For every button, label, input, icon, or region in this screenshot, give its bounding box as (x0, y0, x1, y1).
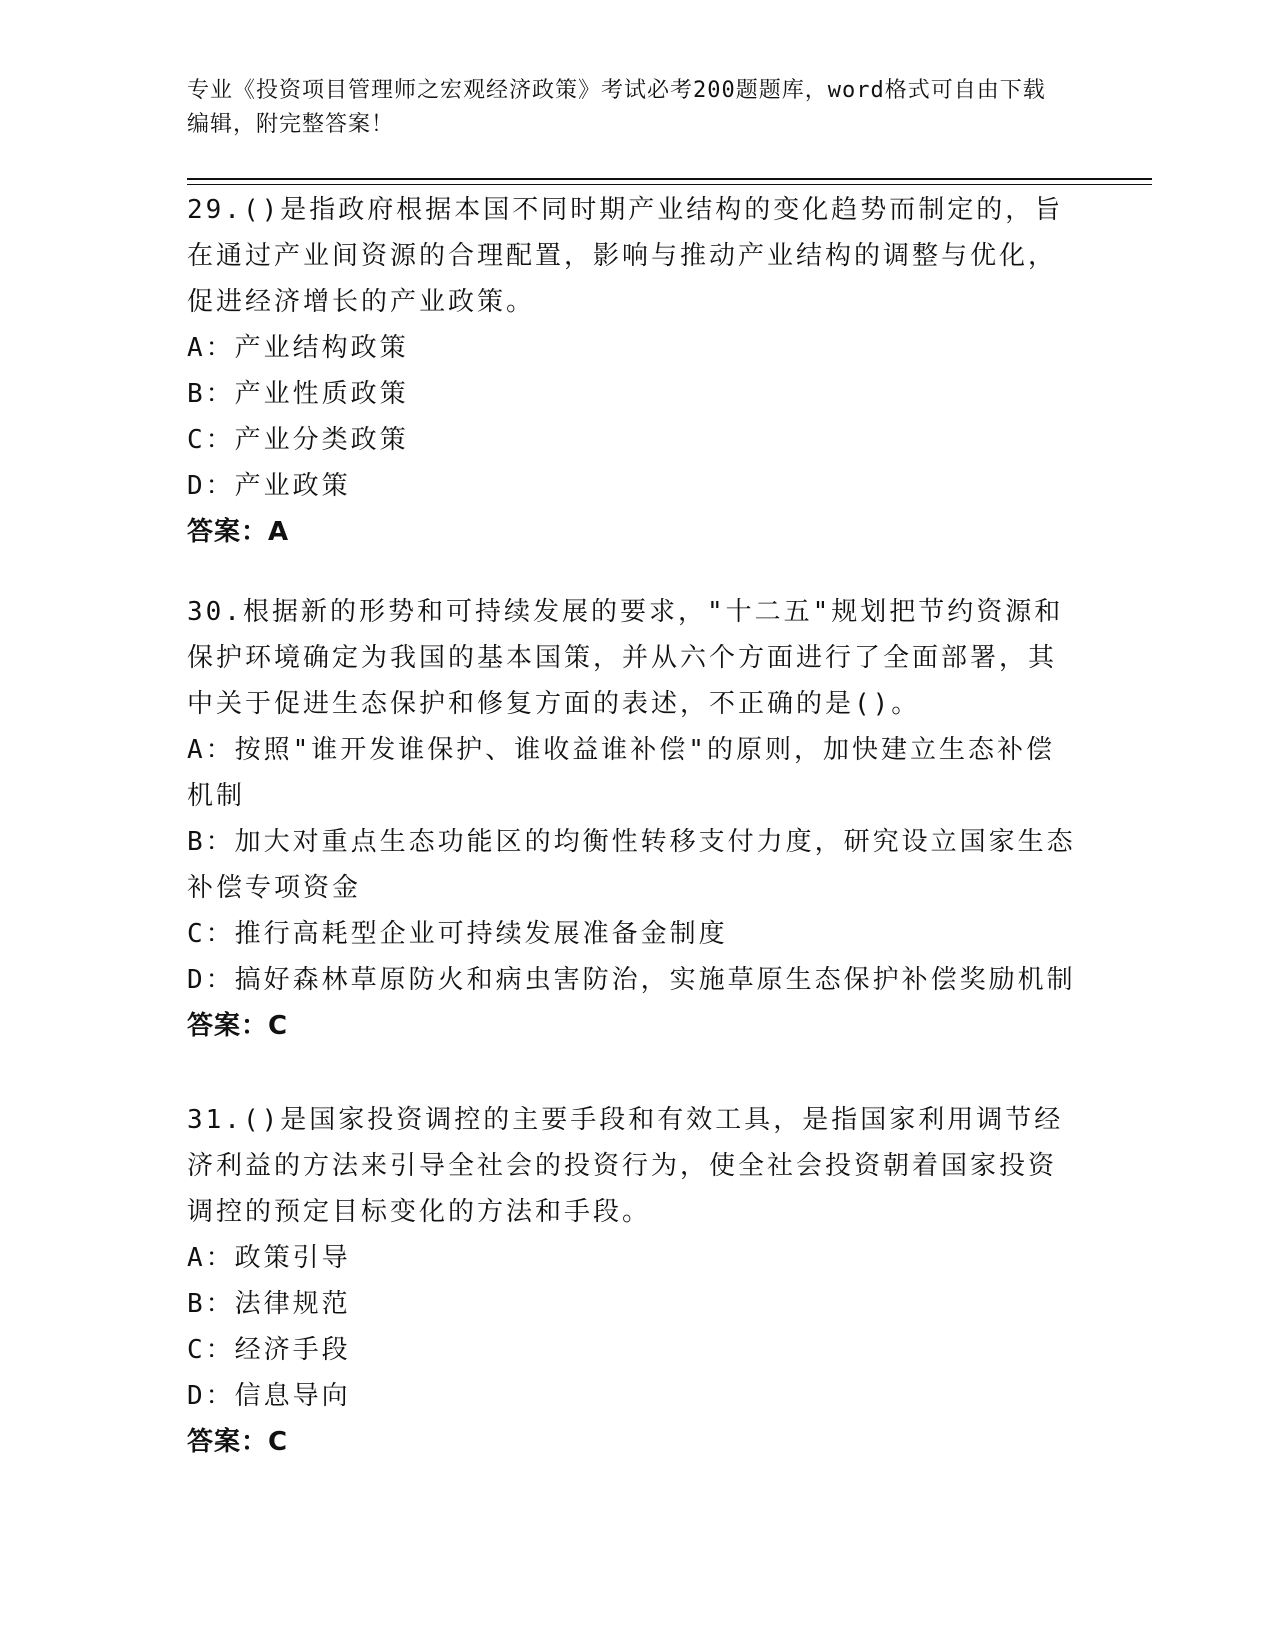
header-divider-thin (187, 184, 1152, 185)
option-a: A：政策引导 (187, 1243, 351, 1273)
answer-line: 答案：C (187, 1011, 289, 1041)
option-c: C：推行高耗型企业可持续发展准备金制度 (187, 919, 728, 949)
option-d: D：信息导向 (187, 1381, 351, 1411)
question-stem: 31.()是国家投资调控的主要手段和有效工具，是指国家利用调节经济利益的方法来引导全社会的投资行为，使全社会投资朝着国家投资调控的预定目标变化的方法和手段。 (187, 1105, 1064, 1227)
question-block (187, 1097, 1077, 1465)
question-stem: 29.()是指政府根据本国不同时期产业结构的变化趋势而制定的，旨在通过产业间资源的合理配置，影响与推动产业结构的调整与优化，促进经济增长的产业政策。 (187, 195, 1064, 317)
option-c: C：经济手段 (187, 1335, 351, 1365)
answer-line: 答案：A (187, 517, 290, 547)
option-c: C：产业分类政策 (187, 425, 409, 455)
question-stem: 30.根据新的形势和可持续发展的要求，"十二五"规划把节约资源和保护环境确定为我国的基本国策，并从六个方面进行了全面部署，其中关于促进生态保护和修复方面的表述，不正确的是()。 (187, 597, 1064, 719)
option-a: A：按照"谁开发谁保护、谁收益谁补偿"的原则，加快建立生态补偿机制 (187, 735, 1055, 811)
option-b: B：产业性质政策 (187, 379, 409, 409)
option-d: D：产业政策 (187, 471, 351, 501)
option-b: B：法律规范 (187, 1289, 351, 1319)
option-d: D：搞好森林草原防火和病虫害防治，实施草原生态保护补偿奖励机制 (187, 965, 1076, 995)
option-a: A：产业结构政策 (187, 333, 409, 363)
document-header: 专业《投资项目管理师之宏观经济政策》考试必考200题题库，word格式可自由下载编辑，附完整答案！ (187, 78, 1046, 137)
header-divider-thick (187, 178, 1152, 180)
answer-line: 答案：C (187, 1427, 289, 1457)
option-b: B：加大对重点生态功能区的均衡性转移支付力度，研究设立国家生态补偿专项资金 (187, 827, 1076, 903)
question-block (187, 589, 1077, 1049)
question-block (187, 187, 1077, 555)
